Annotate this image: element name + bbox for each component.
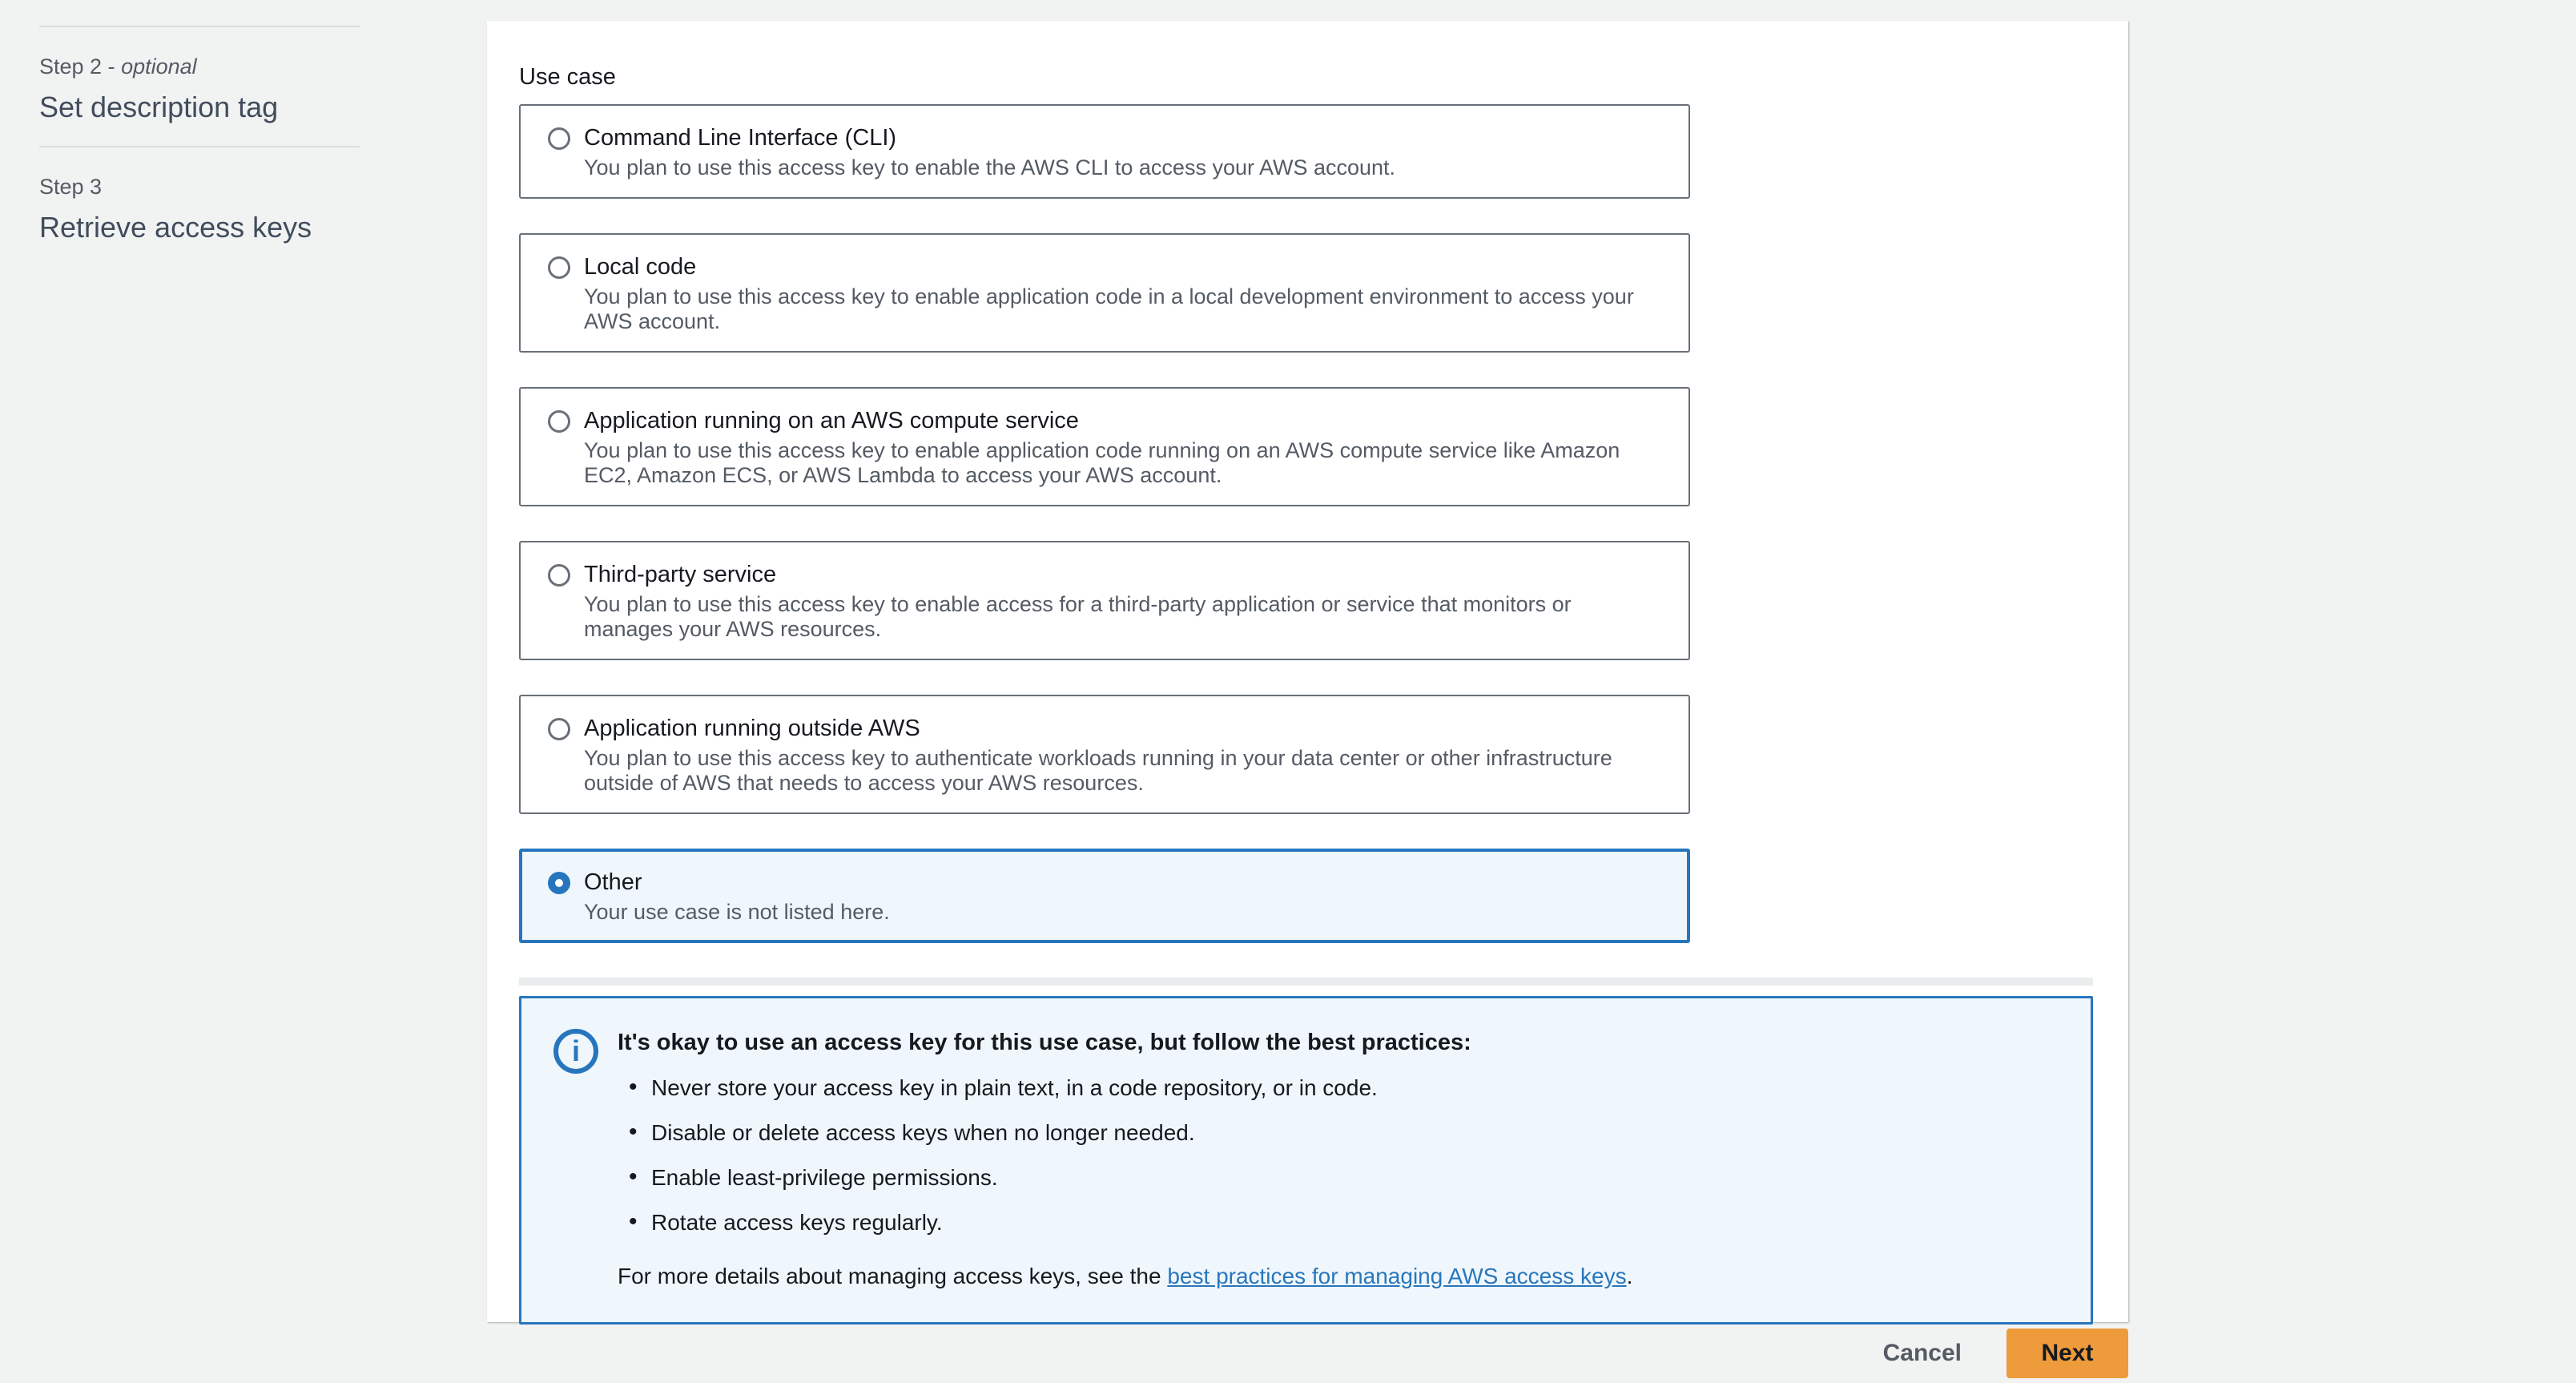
use-case-label: Use case [519,64,616,90]
step2-label [39,54,360,79]
section-divider [519,978,2093,986]
step2-title: Set description tag [39,91,279,123]
step3-label-text: Step 3 [39,175,103,199]
best-practices-link[interactable]: best practices for managing AWS access keys [1167,1264,1627,1288]
option-description: Your use case is not listed here. [584,900,890,924]
alert-bullet-list [627,1075,1632,1236]
use-case-panel [487,21,2128,1322]
option-title: Application running outside AWS [584,716,920,741]
wizard-actions [1883,1329,2128,1378]
option-description: You plan to use this access key to enable application code running on an AWS compute service like Amazon EC2, Amazon ECS, or AWS Lambda to access your AWS account. [584,438,1620,487]
info-icon: i [553,1029,598,1074]
alert-bullet: • Never store your access key in plain text, in a code repository, or in code. [627,1075,1632,1101]
option-title: Application running on an AWS compute service [584,408,1079,433]
step3-label [39,175,360,200]
use-case-option-other[interactable] [519,849,1690,943]
alert-bullet: • Disable or delete access keys when no longer needed. [627,1120,1632,1146]
radio-unselected-icon[interactable] [548,718,570,740]
use-case-option-aws-compute-service[interactable] [519,387,1690,506]
option-title: Local code [584,254,697,280]
cancel-button[interactable]: Cancel [1882,1340,1962,1366]
divider [39,146,360,147]
wizard-steps-nav [39,26,360,245]
alert-footer-period: . [1626,1264,1633,1288]
radio-unselected-icon[interactable] [548,410,570,433]
step2-label-text: Step 2 - [39,54,122,79]
option-title: Other [584,869,642,895]
use-case-option-local-code[interactable] [519,233,1690,353]
option-description: You plan to use this access key to enable application code in a local development environment to access your AWS account. [584,284,1634,333]
step3-title: Retrieve access keys [39,211,312,244]
divider [39,26,360,27]
option-description: You plan to use this access key to enable the AWS CLI to access your AWS account. [584,155,1396,179]
step2-optional-text: optional [121,54,197,79]
radio-selected-icon[interactable] [548,872,570,894]
radio-unselected-icon[interactable] [548,564,570,587]
use-case-option-third-party-service[interactable] [519,541,1690,660]
alert-bullet: • Enable least-privilege permissions. [627,1165,1632,1191]
alert-footer-text: For more details about managing access keys, see the [618,1264,1168,1288]
alert-bullet: • Rotate access keys regularly. [627,1210,1632,1236]
alert-footer [618,1263,1632,1290]
option-description: You plan to use this access key to enable access for a third-party application or service that monitors or manages your AWS resources. [584,592,1572,641]
option-title: Third-party service [584,562,777,587]
alert-title: It's okay to use an access key for this use case, but follow the best practices: [618,1030,1471,1055]
radio-unselected-icon[interactable] [548,127,570,150]
use-case-option-outside-aws[interactable] [519,695,1690,814]
best-practices-info-alert [519,996,2093,1325]
option-title: Command Line Interface (CLI) [584,125,897,151]
radio-unselected-icon[interactable] [548,256,570,279]
option-description: You plan to use this access key to authenticate workloads running in your data center or other infrastructure outside of AWS that needs to access your AWS resources. [584,746,1612,795]
next-button[interactable]: Next [2006,1329,2128,1378]
use-case-option-cli[interactable] [519,104,1690,199]
